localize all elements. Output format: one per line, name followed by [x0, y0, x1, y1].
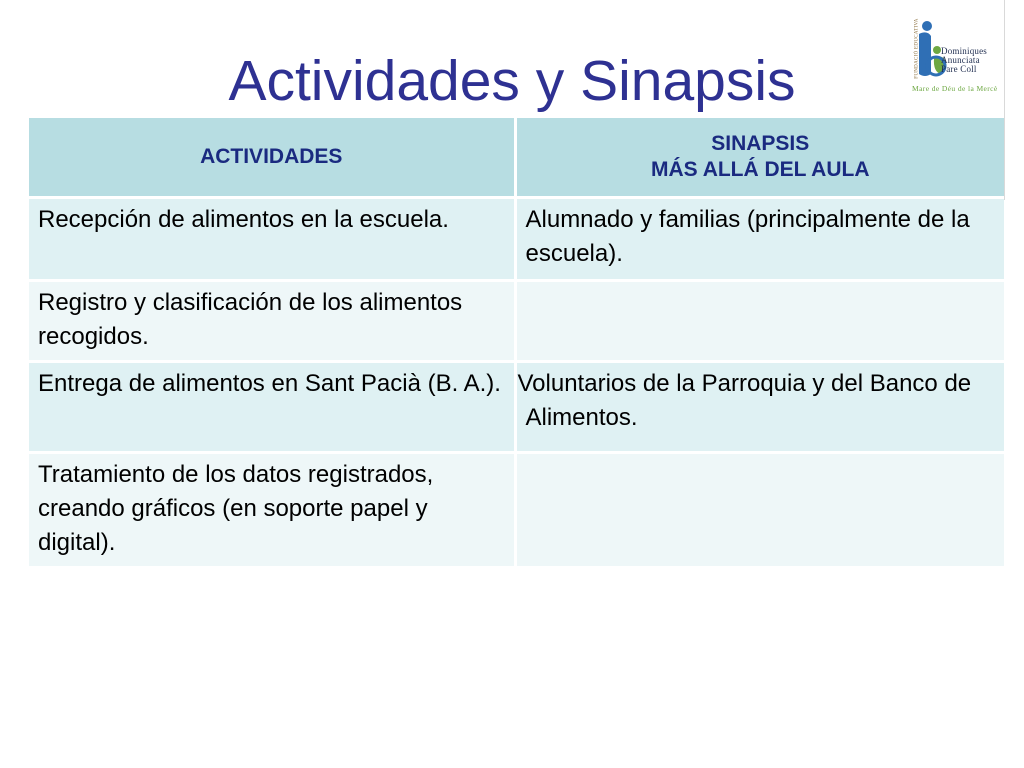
cell-sinapsis [515, 281, 1004, 362]
cell-sinapsis [515, 453, 1004, 568]
logo-line3: Pare Coll [941, 64, 977, 74]
cell-sinapsis [515, 362, 1004, 453]
header-sinapsis-line2: MÁS ALLÁ DEL AULA [650, 158, 870, 181]
cell-actividad: Recepción de alimentos en la escuela. [29, 198, 515, 281]
logo-name [941, 47, 1011, 74]
header-sinapsis-line1: SINAPSIS [711, 132, 810, 155]
table-header-row [29, 118, 1004, 198]
cell-actividad: Tratamiento de los datos registrados, creando gráficos (en soporte papel y digital). [29, 453, 515, 568]
logo-vertical-text: FUNDACIÓ EDUCATIVA [914, 18, 920, 79]
cell-sinapsis: Alumnado y familias (principalmente de la escuela). [515, 198, 1004, 281]
logo-line2: Anunciata [941, 55, 980, 65]
cell-actividad: Registro y clasificación de los alimentos recogidos. [29, 281, 515, 362]
table-row [29, 362, 1004, 453]
slide-title: Actividades y Sinapsis [228, 49, 796, 113]
school-logo [901, 14, 1009, 96]
cell-sinapsis-text: Voluntarios de la Parroquia y del Banco de Alimentos. [517, 370, 972, 431]
table-row [29, 281, 1004, 362]
header-sinapsis [515, 118, 1004, 198]
logo-subtitle: Mare de Déu de la Mercè [912, 84, 998, 93]
table-row [29, 198, 1004, 281]
header-actividades: ACTIVIDADES [29, 118, 515, 198]
cell-actividad: Entrega de alimentos en Sant Pacià (B. A.). [29, 362, 515, 453]
logo-line1: Dominiques [941, 46, 987, 56]
activities-table [29, 118, 1004, 569]
table-row [29, 453, 1004, 568]
